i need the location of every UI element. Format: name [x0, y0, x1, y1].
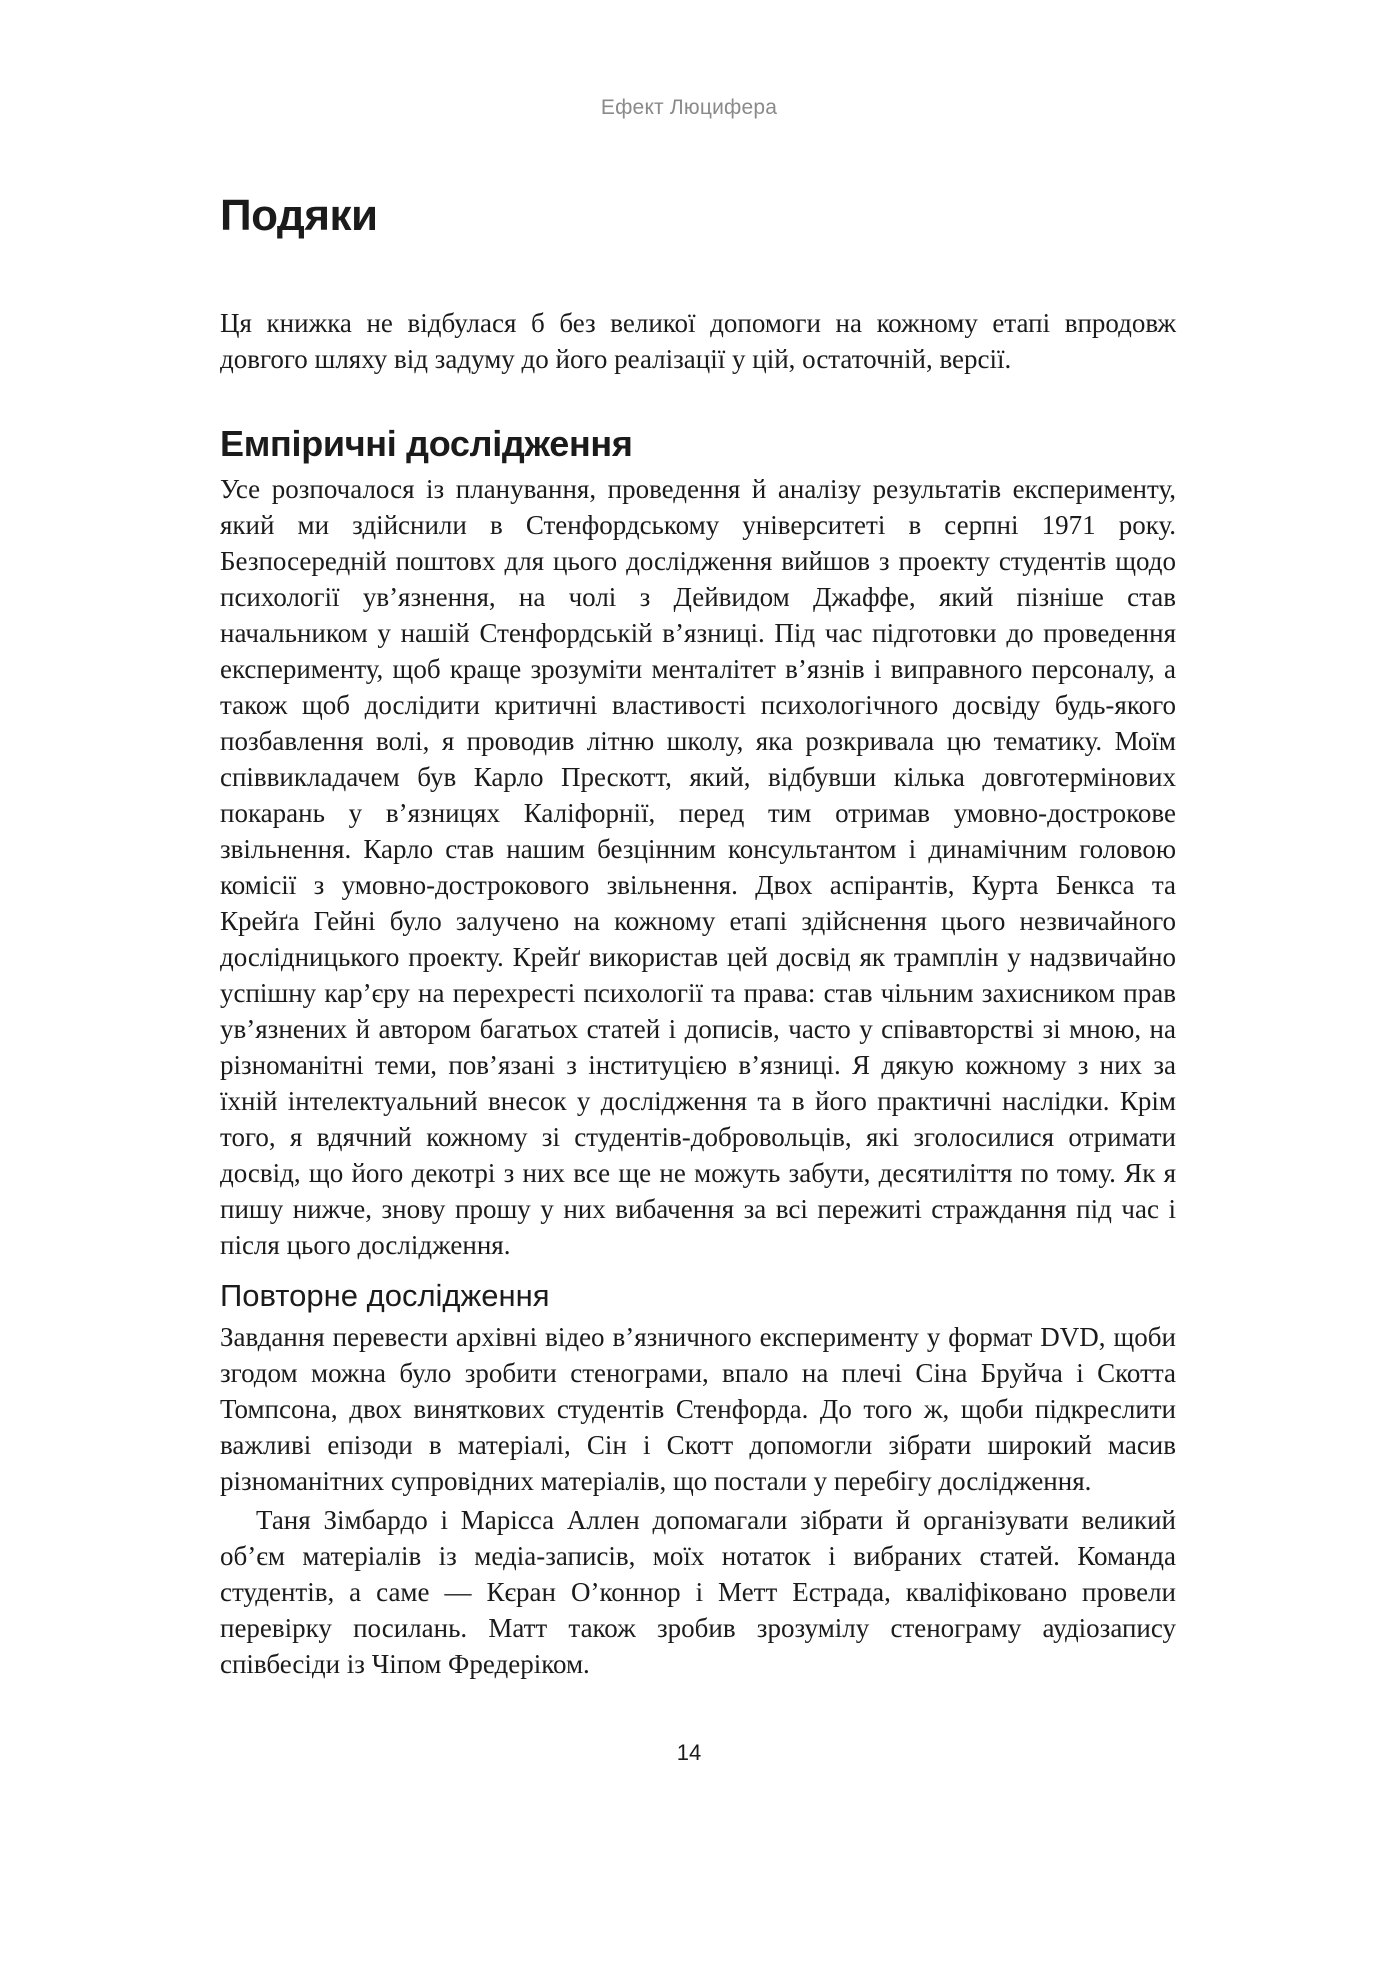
repeated-research-paragraph-2: Таня Зімбардо і Марісса Аллен допомагали зібрати й організувати великий об’єм матеріалів із медіа-записів, моїх нотаток і вибраних статей. Команда студентів, а саме — Кєран О’коннор і Метт Естрада, кваліфіковано провели перевірку посилань. Матт також зробив зрозумілу стенограму аудіозапису співбесіди із Чіпом Фредеріком. — [220, 1505, 1176, 1679]
page-title: Подяки — [220, 191, 378, 240]
empirical-research-paragraph: Усе розпочалося із планування, проведення й аналізу результатів експерименту, який ми здійснили в Стенфордському університеті в серпні 1971 року. Безпосередній поштовх для цього дослідження вийшов з проекту студентів щодо психології ув’язнення, на чолі з Дейвидом Джаффе, який пізніше став начальником у нашій Стенфордській в’язниці. Під час підготовки до проведення експерименту, щоб краще зрозуміти менталітет в’язнів і виправного персоналу, а також щоб дослідити критичні властивості психологічного досвіду будь-якого позбавлення волі, я проводив літню школу, яка розкривала цю тематику. Моїм співвикладачем був Карло Прескотт, який, відбувши кілька довготермінових покарань у в’язницях Каліфорнії, перед тим отримав умовно-дострокове звільнення. Карло став нашим безцінним консультантом і динамічним головою комісії з умовно-дострокового звільнення. Двох аспірантів, Курта Бенкса та Крейґа Гейні було залучено на кожному етапі здійснення цього незвичайного дослідницького проекту. Крейґ використав цей досвід як трамплін у надзвичайно успішну кар’єру на перехресті психології та права: став чільним захисником прав ув’язнених й автором багатьох статей і дописів, часто у співавторстві зі мною, на різноманітні теми, пов’язані з інституцією в’язниці. Я дякую кожному з них за їхній інтелектуальний внесок у дослідження та в його практичні наслідки. Крім того, я вдячний кожному зі студентів-добровольців, які зголосилися отримати досвід, що його декотрі з них все ще не можуть забути, десятиліття по тому. Як я пишу нижче, знову прошу у них вибачення за всі пережиті страждання під час і після цього дослідження. — [220, 474, 1176, 1260]
repeated-research-paragraph-1: Завдання перевести архівні відео в’язничного експерименту у формат DVD, щоби згодом можна було зробити стенограми, впало на плечі Сіна Бруйча і Скотта Томпсона, двох виняткових студентів Стенфорда. До того ж, щоби підкреслити важливі епізоди в матеріалі, Сін і Скотт допомогли зібрати широкий масив різноманітних супровідних матеріалів, що постали у перебігу дослідження. — [220, 1322, 1176, 1496]
running-head: Ефект Люцифера — [600, 96, 778, 119]
intro-paragraph: Ця книжка не відбулася б без великої допомоги на кожному етапі впродовж довгого шляху від задуму до його реалізації у цій, остаточній, версії. — [220, 308, 1176, 374]
section-heading-empirical-research: Емпіричні дослідження — [220, 423, 633, 464]
page-number: 14 — [676, 1740, 702, 1765]
page-content — [220, 186, 1176, 1682]
section-heading-repeated-research: Повторне дослідження — [220, 1278, 550, 1313]
